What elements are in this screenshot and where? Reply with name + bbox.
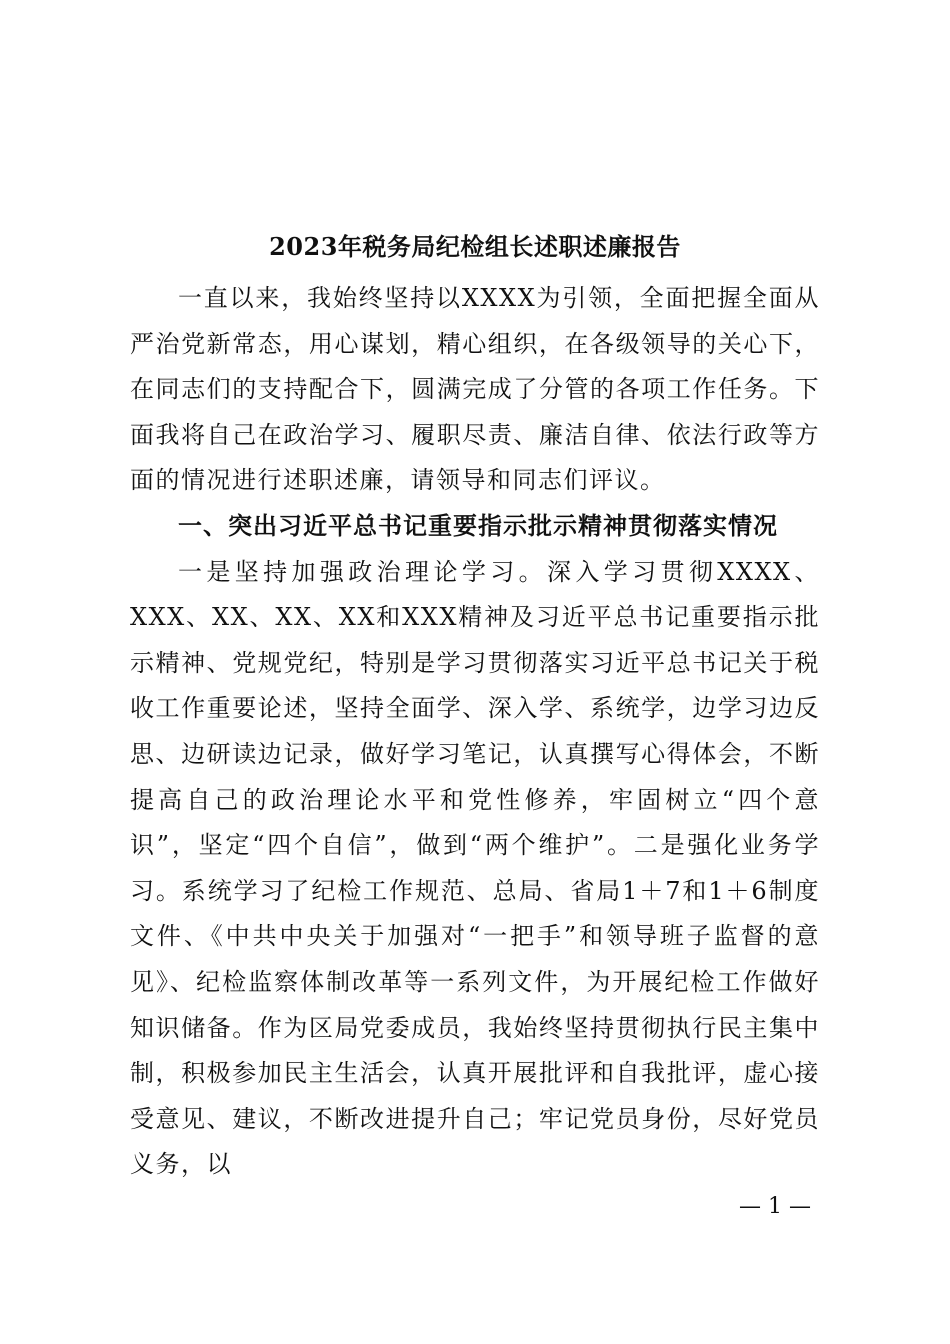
section-paragraph: 一是坚持加强政治理论学习。深入学习贯彻XXXX、XXX、XX、XX、XX和XXX精神及习近平总书记重要指示批示精神、党规党纪，特别是学习贯彻落实习近平总书记关于税收工作重要论述，坚持全面学、深入学、系统学，边学习边反思、边研读边记录，做好学习笔记，认真撰写心得体会，不断提高自己的政治理论水平和党性修养，牢固树立“四个意识”，坚定“四个自信”，做到“两个维护”。二是强化业务学习。系统学习了纪检工作规范、总局、省局1＋7和1＋6制度文件、《中共中央关于加强对“一把手”和领导班子监督的意见》、纪检监察体制改革等一系列文件，为开展纪检工作做好知识储备。作为区局党委成员，我始终坚持贯彻执行民主集中制，积极参加民主生活会，认真开展批评和自我批评，虚心接受意见、建议，不断改进提升自己；牢记党员身份，尽好党员义务，以 [130,557,820,1179]
intro-paragraph: 一直以来，我始终坚持以XXXX为引领，全面把握全面从严治党新常态，用心谋划，精心组织，在各级领导的关心下，在同志们的支持配合下，圆满完成了分管的各项工作任务。下面我将自己在政治学习、履职尽责、廉洁自律、依法行政等方面的情况进行述职述廉，请领导和同志们评议。 [130,284,820,495]
document-body [130,276,820,1188]
section-heading: 一、突出习近平总书记重要指示批示精神贯彻落实情况 [178,511,778,540]
page-number: — 1 — [739,1194,811,1219]
document-title: 2023年税务局纪检组长述职述廉报告 [269,232,681,261]
